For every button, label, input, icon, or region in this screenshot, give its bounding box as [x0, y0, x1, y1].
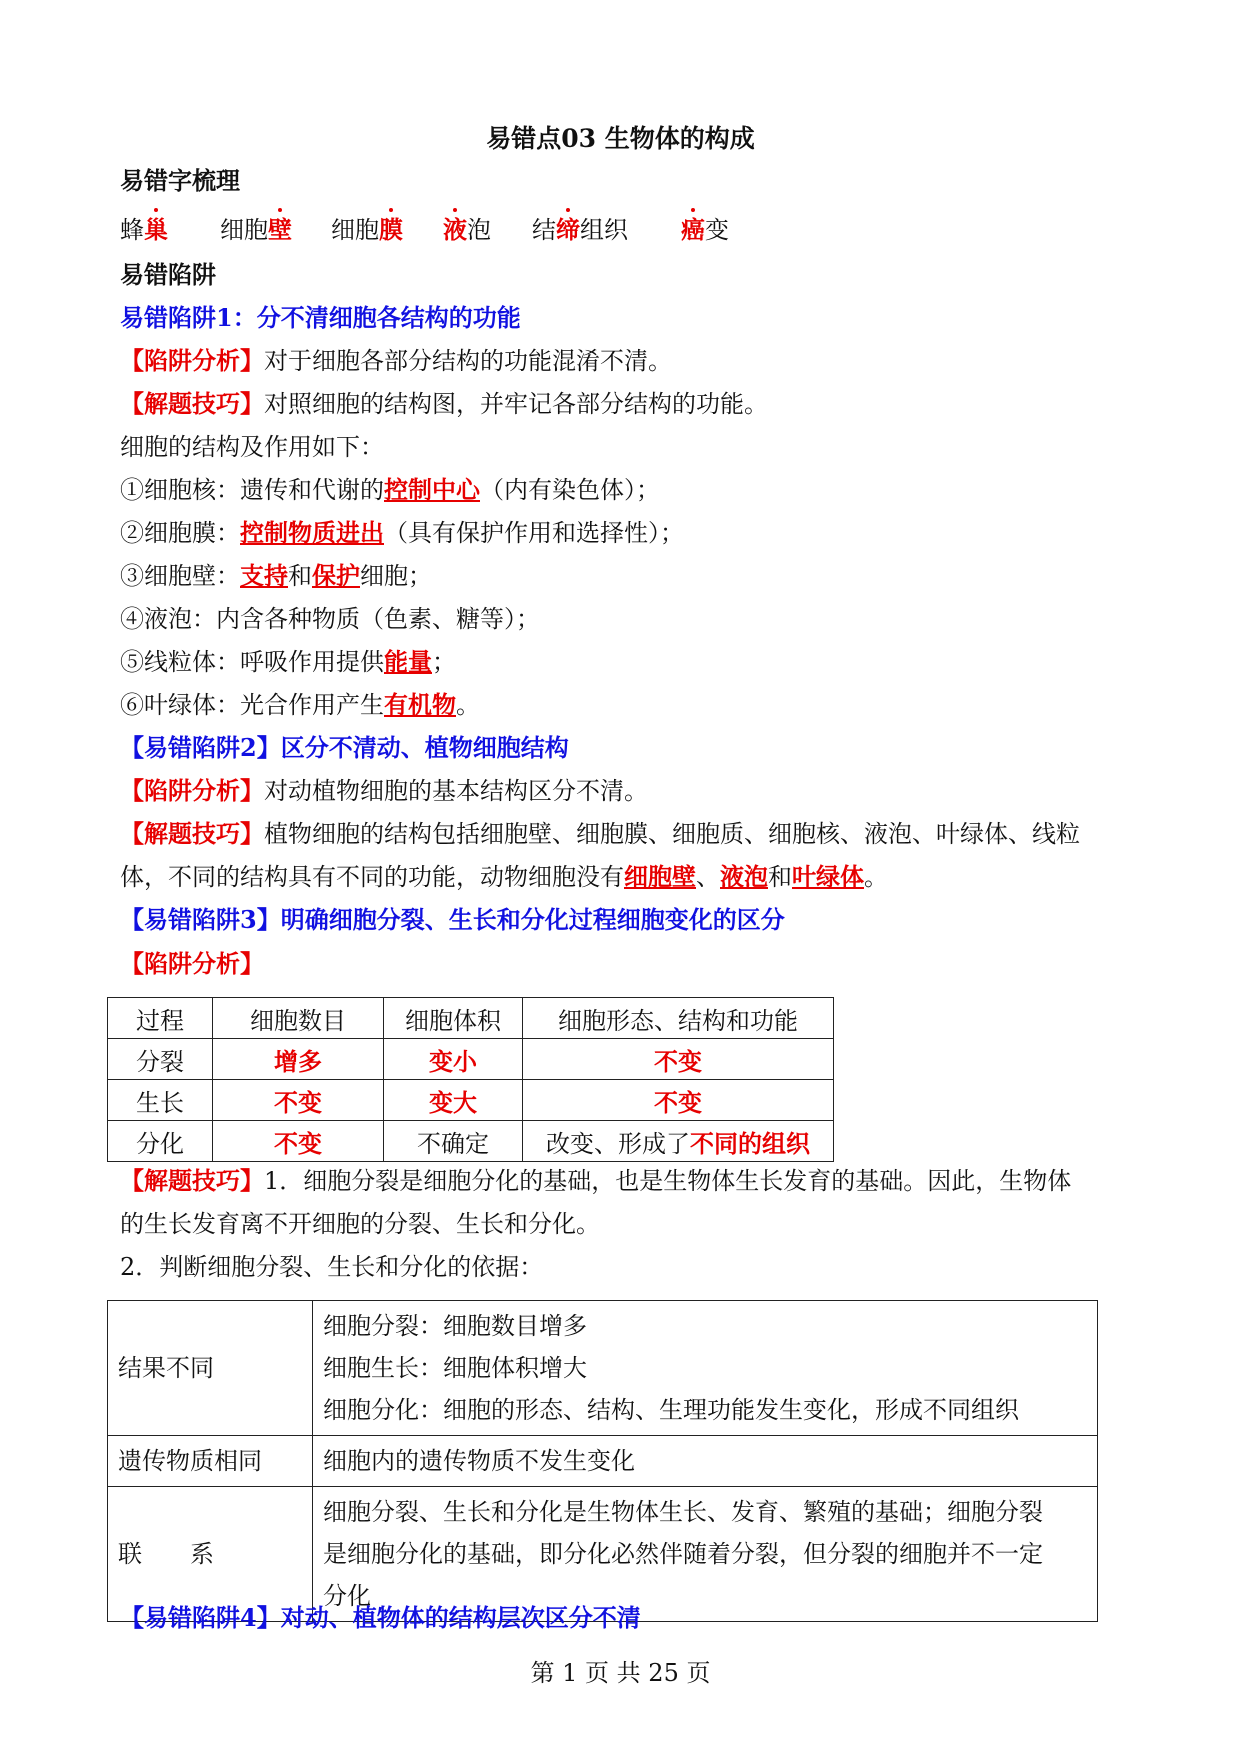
table-header: 细胞形态、结构和功能: [523, 998, 834, 1039]
word-item: 癌变: [681, 215, 729, 244]
table-row: [108, 1436, 1098, 1487]
table-cell: 细胞分裂：细胞数目增多 细胞生长：细胞体积增大 细胞分化：细胞的形态、结构、生理功能发生变化，形成不同组织: [313, 1301, 1098, 1436]
trap1-analysis: 【陷阱分析】对于细胞各部分结构的功能混淆不清。: [120, 346, 672, 375]
word-item: 结缔组织: [532, 215, 628, 244]
table-header: 细胞体积: [384, 998, 523, 1039]
table-cell-label: 遗传物质相同: [108, 1436, 313, 1487]
table-cell: 分裂: [108, 1039, 213, 1080]
list-item: ⑥叶绿体：光合作用产生有机物。: [120, 690, 480, 719]
trap3-tip-continued: 的生长发育离不开细胞的分裂、生长和分化。: [120, 1210, 600, 1238]
list-item: ⑤线粒体：呼吸作用提供能量；: [120, 647, 456, 676]
word-item: 蜂巢: [120, 215, 168, 244]
page-footer: 第 1 页 共 25 页: [530, 1659, 711, 1687]
table-header: 细胞数目: [213, 998, 384, 1039]
trap4-heading: 【易错陷阱4】对动、植物体的结构层次区分不清: [120, 1603, 641, 1632]
table-cell: 增多: [213, 1039, 384, 1080]
trap1-intro: 细胞的结构及作用如下：: [120, 433, 384, 461]
table-cell: 变大: [384, 1080, 523, 1121]
word-item: 液泡: [443, 215, 491, 244]
table-cell: 不变: [523, 1080, 834, 1121]
table-cell-label: 结果不同: [108, 1301, 313, 1436]
table-header: 过程: [108, 998, 213, 1039]
traps-heading: 易错陷阱: [120, 260, 216, 289]
table-cell: 不变: [523, 1039, 834, 1080]
table-cell: 变小: [384, 1039, 523, 1080]
table-row: [108, 1039, 834, 1080]
table-cell: 不变: [213, 1121, 384, 1162]
trap2-tip-continued: 体，不同的结构具有不同的功能，动物细胞没有细胞壁、液泡和叶绿体。: [120, 862, 888, 891]
trap3-analysis-tag: 【陷阱分析】: [120, 949, 264, 978]
table-cell: 分化: [108, 1121, 213, 1162]
table-cell: 不变: [213, 1080, 384, 1121]
table-cell: 生长: [108, 1080, 213, 1121]
word-item: 细胞膜: [331, 215, 403, 244]
cell-process-table: [107, 997, 834, 1162]
basis-table: [107, 1300, 1098, 1622]
trap1-heading: 易错陷阱1：分不清细胞各结构的功能: [120, 303, 521, 332]
list-item: ②细胞膜：控制物质进出（具有保护作用和选择性）；: [120, 518, 684, 547]
list-item: ③细胞壁：支持和保护细胞；: [120, 561, 432, 590]
list-item: ④液泡：内含各种物质（色素、糖等）；: [120, 605, 540, 633]
table-row: [108, 1301, 1098, 1436]
trap2-tip: 【解题技巧】植物细胞的结构包括细胞壁、细胞膜、细胞质、细胞核、液泡、叶绿体、线粒: [120, 819, 1080, 848]
list-item: ①细胞核：遗传和代谢的控制中心（内有染色体）；: [120, 475, 660, 504]
word-item: 细胞壁: [220, 215, 292, 244]
table-cell: 细胞分裂、生长和分化是生物体生长、发育、繁殖的基础；细胞分裂 是细胞分化的基础，即分化必然伴随着分裂，但分裂的细胞并不一定 分化: [313, 1487, 1098, 1622]
words-heading: 易错字梳理: [120, 166, 240, 195]
trap2-analysis: 【陷阱分析】对动植物细胞的基本结构区分不清。: [120, 776, 648, 805]
table-header-row: [108, 998, 834, 1039]
table-cell: 不确定: [384, 1121, 523, 1162]
table-cell: 细胞内的遗传物质不发生变化: [313, 1436, 1098, 1487]
trap3-tip: 【解题技巧】1．细胞分裂是细胞分化的基础，也是生物体生长发育的基础。因此，生物体: [120, 1166, 1072, 1195]
page-title: 易错点03 生物体的构成: [486, 124, 755, 153]
trap1-tip: 【解题技巧】对照细胞的结构图，并牢记各部分结构的功能。: [120, 389, 768, 418]
trap3-heading: 【易错陷阱3】明确细胞分裂、生长和分化过程细胞变化的区分: [120, 905, 785, 934]
table-row: [108, 1121, 834, 1162]
table-cell-label: 联 系: [108, 1487, 313, 1622]
trap2-heading: 【易错陷阱2】区分不清动、植物细胞结构: [120, 733, 569, 762]
table-row: [108, 1080, 834, 1121]
trap3-tip-point2: 2．判断细胞分裂、生长和分化的依据：: [120, 1253, 544, 1281]
table-cell: 改变、形成了不同的组织: [523, 1121, 834, 1162]
